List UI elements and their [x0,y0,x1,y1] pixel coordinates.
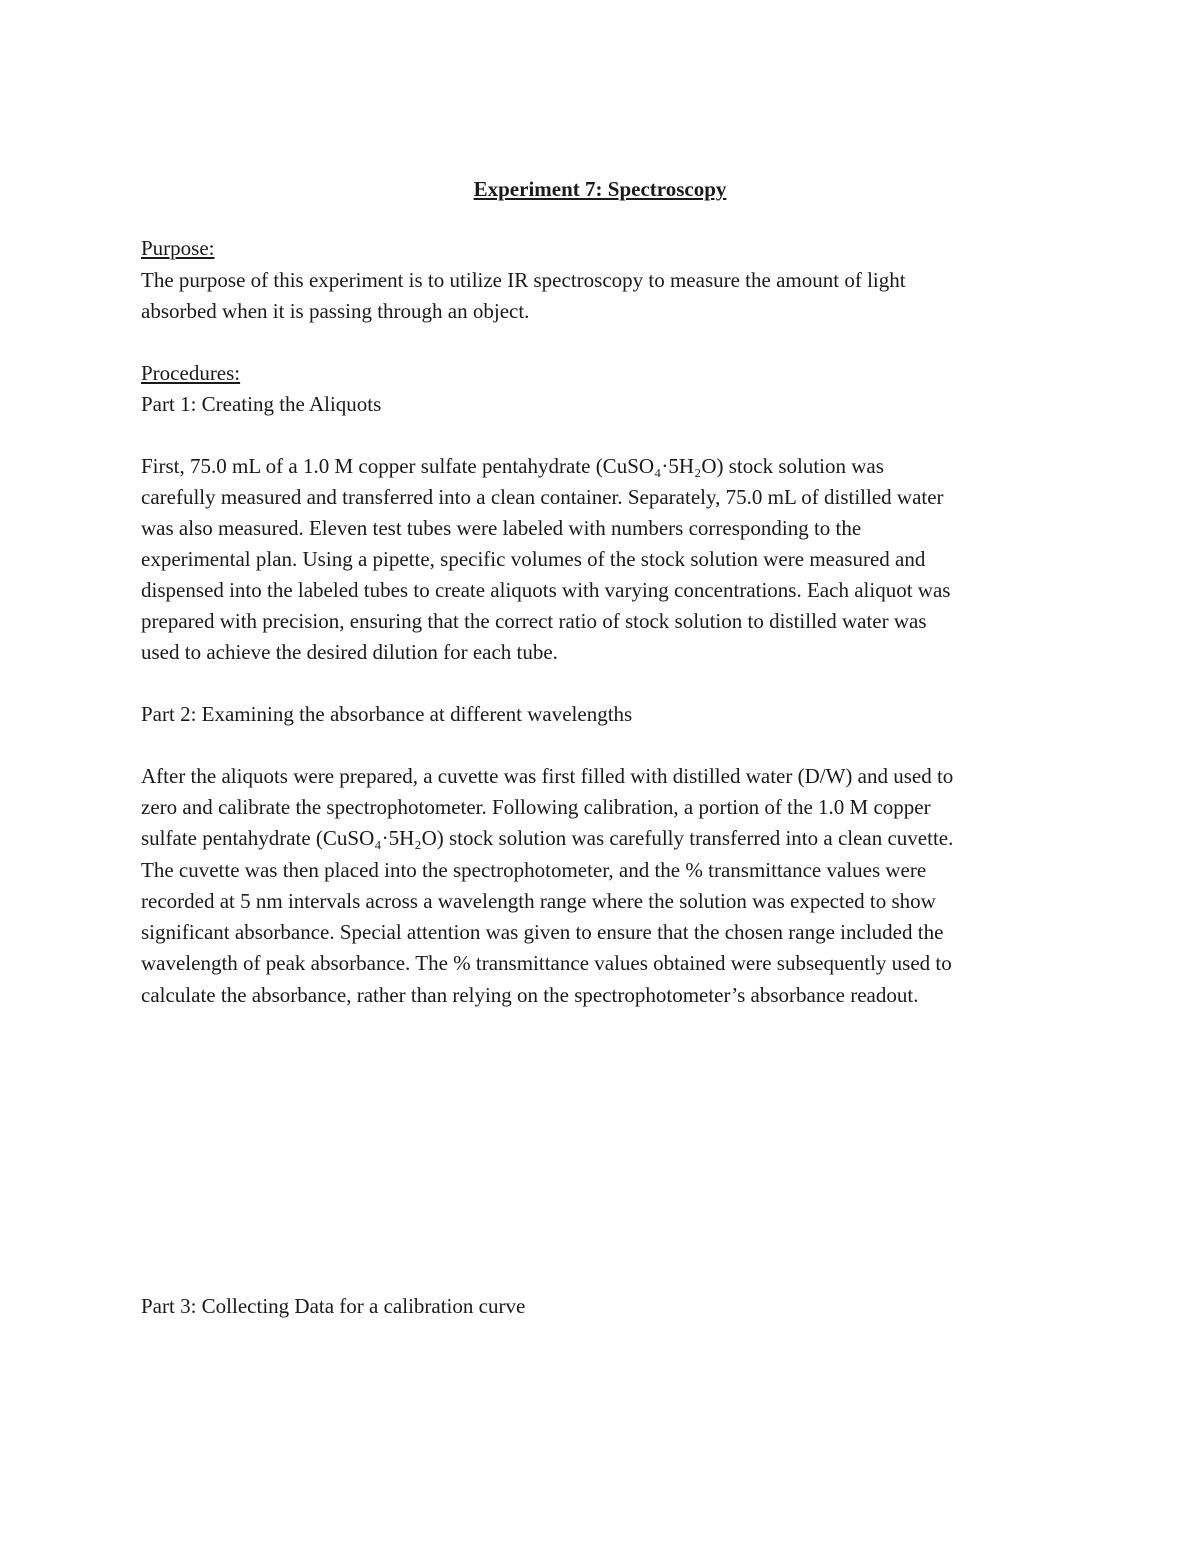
part1-line: prepared with precision, ensuring that the correct ratio of stock solution to distilled water was [141,609,927,633]
document-title: Experiment 7: Spectroscopy [473,177,727,201]
part2-line: sulfate pentahydrate (CuSO₄·5H₂O) stock solution was carefully transferred into a clean cuvette. [141,826,954,850]
part3-heading: Part 3: Collecting Data for a calibration curve [141,1294,526,1318]
part2-line: wavelength of peak absorbance. The % transmittance values obtained were subsequently used to [141,951,952,975]
part2-line: calculate the absorbance, rather than relying on the spectrophotometer’s absorbance readout. [141,983,919,1007]
part2-line: recorded at 5 nm intervals across a wavelength range where the solution was expected to show [141,889,936,913]
part1-line: dispensed into the labeled tubes to create aliquots with varying concentrations. Each aliquot was [141,578,951,602]
part2-line: significant absorbance. Special attention was given to ensure that the chosen range included the [141,920,944,944]
part2-line: zero and calibrate the spectrophotometer. Following calibration, a portion of the 1.0 M copper [141,795,931,819]
purpose-heading: Purpose: [141,236,215,260]
part1-line: was also measured. Eleven test tubes were labeled with numbers corresponding to the [141,516,862,540]
part1-line: experimental plan. Using a pipette, specific volumes of the stock solution were measured and [141,547,926,571]
part1-heading: Part 1: Creating the Aliquots [141,392,382,416]
procedures-heading: Procedures: [141,361,241,385]
part2-line: After the aliquots were prepared, a cuvette was first filled with distilled water (D/W) and used to [141,764,954,788]
part1-line: First, 75.0 mL of a 1.0 M copper sulfate pentahydrate (CuSO₄·5H₂O) stock solution was [141,454,884,478]
part2-line: The cuvette was then placed into the spectrophotometer, and the % transmittance values were [141,858,927,882]
purpose-line: absorbed when it is passing through an object. [141,299,530,323]
part1-line: used to achieve the desired dilution for each tube. [141,640,558,664]
part1-line: carefully measured and transferred into a clean container. Separately, 75.0 mL of distilled water [141,485,944,509]
purpose-line: The purpose of this experiment is to utilize IR spectroscopy to measure the amount of light [141,268,906,292]
part2-heading: Part 2: Examining the absorbance at different wavelengths [141,702,633,726]
